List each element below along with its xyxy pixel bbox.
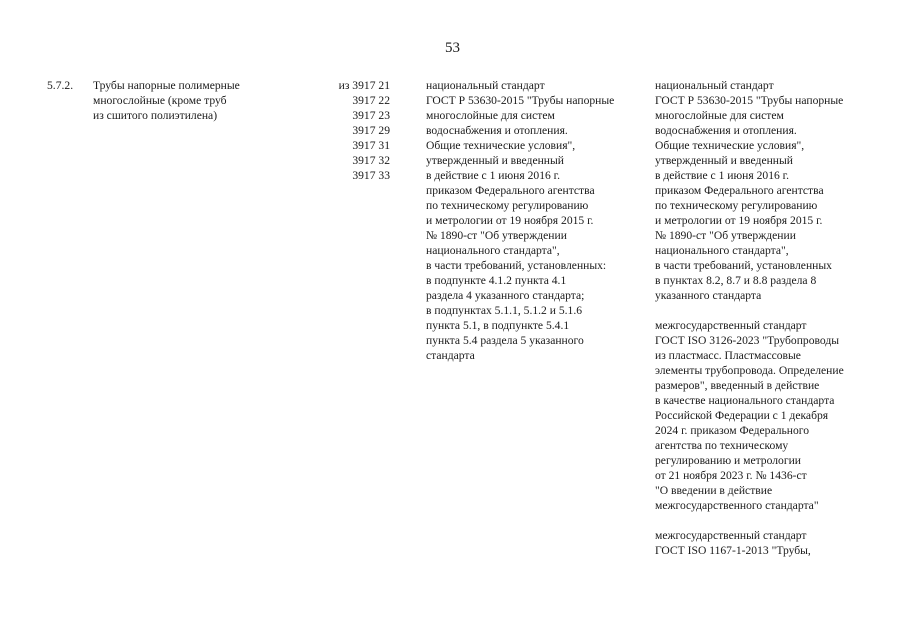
tnved-code: 3917 22 xyxy=(352,94,390,107)
row-number xyxy=(47,78,73,93)
standard-line: водоснабжения и отопления. xyxy=(655,124,797,137)
standard-line: Общие технические условия", xyxy=(426,139,576,152)
standard-line: в подпункте 4.1.2 пункта 4.1 xyxy=(426,274,567,287)
standard-line: указанного стандарта xyxy=(655,289,762,302)
standard-line: от 21 ноября 2023 г. № 1436-ст xyxy=(655,469,807,482)
row-number-text: 5.7.2. xyxy=(47,79,74,92)
standard-line: и метрологии от 19 ноября 2015 г. xyxy=(426,214,594,227)
standards-column-methods xyxy=(655,78,844,558)
standard-line: в действие с 1 июня 2016 г. xyxy=(655,169,790,182)
standard-line: национального стандарта", xyxy=(655,244,789,257)
standard-line: водоснабжения и отопления. xyxy=(426,124,568,137)
standard-line: Российской Федерации с 1 декабря xyxy=(655,409,829,422)
product-name-line: многослойные (кроме труб xyxy=(93,94,227,107)
standard-line: в подпунктах 5.1.1, 5.1.2 и 5.1.6 xyxy=(426,304,583,317)
standards-column-requirements xyxy=(426,78,614,363)
page-number: 53 xyxy=(445,40,460,56)
standard-line: раздела 4 указанного стандарта; xyxy=(426,289,585,302)
standard-line: из пластмасс. Пластмассовые xyxy=(655,349,801,362)
standard-line: стандарта xyxy=(426,349,475,362)
standard-line: утвержденный и введенный xyxy=(655,154,793,167)
standard-line: в качестве национального стандарта xyxy=(655,394,835,407)
standard-line: Общие технические условия", xyxy=(655,139,805,152)
standard-line: пункта 5.4 раздела 5 указанного xyxy=(426,334,584,347)
standard-line: по техническому регулированию xyxy=(655,199,818,212)
standard-line: утвержденный и введенный xyxy=(426,154,564,167)
standard-line: регулированию и метрологии xyxy=(655,454,801,467)
standard-line: элементы трубопровода. Определение xyxy=(655,364,844,377)
block-spacer xyxy=(655,513,844,528)
standard-line: в действие с 1 июня 2016 г. xyxy=(426,169,561,182)
product-name-line: Трубы напорные полимерные xyxy=(93,79,240,92)
standard-line: в части требований, установленных: xyxy=(426,259,607,272)
standard-line: ГОСТ Р 53630-2015 "Трубы напорные xyxy=(655,94,844,107)
standard-line: "О введении в действие xyxy=(655,484,773,497)
standard-line: многослойные для систем xyxy=(655,109,784,122)
standard-line: № 1890-ст "Об утверждении xyxy=(655,229,796,242)
tnved-code: 3917 33 xyxy=(352,169,390,182)
standard-block-gost-iso-3126 xyxy=(655,318,844,513)
standard-line: национальный стандарт xyxy=(426,79,545,92)
standard-line: в части требований, установленных xyxy=(655,259,832,272)
standard-block-gost-iso-1167 xyxy=(655,528,844,558)
standard-line: по техническому регулированию xyxy=(426,199,589,212)
standard-line: ГОСТ ISO 3126-2023 "Трубопроводы xyxy=(655,334,840,347)
product-name xyxy=(93,78,240,123)
standard-line: агентства по техническому xyxy=(655,439,789,452)
standard-line: приказом Федерального агентства xyxy=(655,184,824,197)
standard-line: многослойные для систем xyxy=(426,109,555,122)
tnved-code: 3917 31 xyxy=(352,139,390,152)
standard-line: и метрологии от 19 ноября 2015 г. xyxy=(655,214,823,227)
standard-line: ГОСТ ISO 1167-1-2013 "Трубы, xyxy=(655,544,811,557)
tnved-code: 3917 23 xyxy=(352,109,390,122)
standard-line: размеров", введенный в действие xyxy=(655,379,820,392)
standard-line: межгосударственного стандарта" xyxy=(655,499,819,512)
tnved-codes xyxy=(336,78,390,183)
tnved-code: 3917 32 xyxy=(352,154,390,167)
standard-line: национальный стандарт xyxy=(655,79,774,92)
standard-line: в пунктах 8.2, 8.7 и 8.8 раздела 8 xyxy=(655,274,817,287)
standard-line: межгосударственный стандарт xyxy=(655,319,807,332)
standard-line: ГОСТ Р 53630-2015 "Трубы напорные xyxy=(426,94,615,107)
standard-line: национального стандарта", xyxy=(426,244,560,257)
standard-line: 2024 г. приказом Федерального xyxy=(655,424,810,437)
table-row xyxy=(0,78,905,638)
standard-line: межгосударственный стандарт xyxy=(655,529,807,542)
tnved-code: 3917 29 xyxy=(352,124,390,137)
standard-line: № 1890-ст "Об утверждении xyxy=(426,229,567,242)
standard-block-gost-53630 xyxy=(655,78,844,303)
block-spacer xyxy=(655,303,844,318)
product-name-line: из сшитого полиэтилена) xyxy=(93,109,218,122)
standard-line: пункта 5.1, в подпункте 5.4.1 xyxy=(426,319,570,332)
standard-line: приказом Федерального агентства xyxy=(426,184,595,197)
tnved-code: из 3917 21 xyxy=(338,79,390,92)
